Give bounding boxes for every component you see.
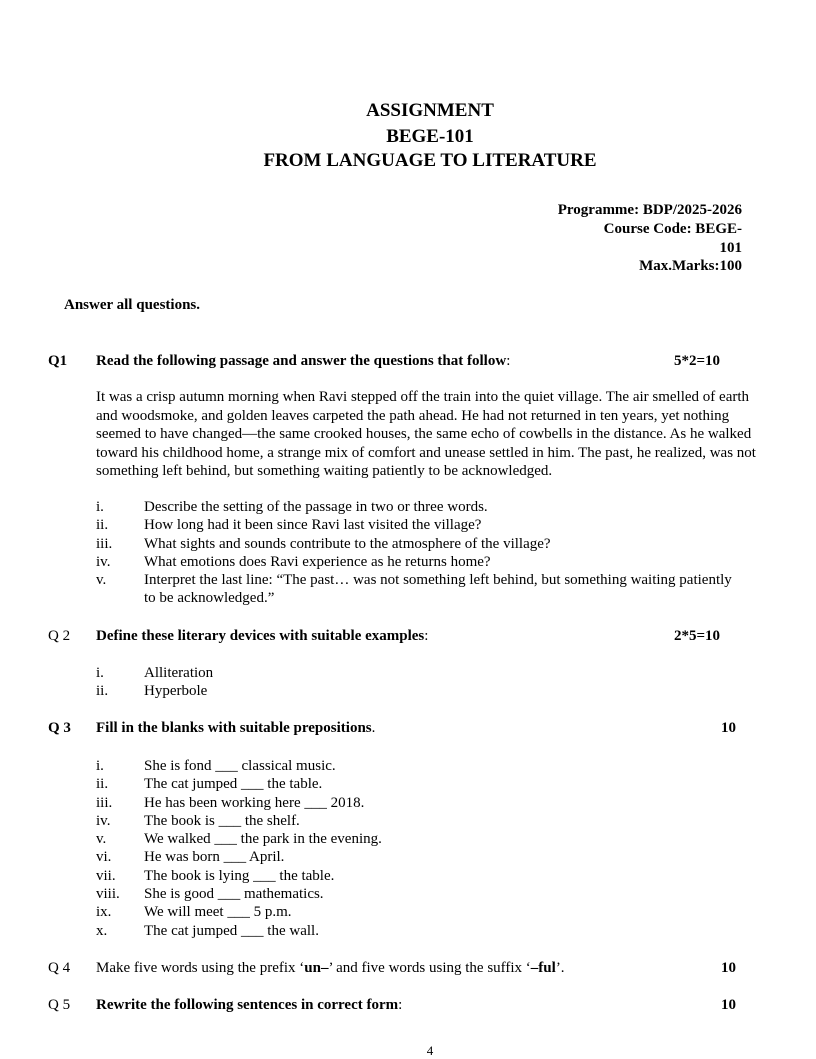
list-item-text: Hyperbole bbox=[144, 683, 208, 700]
q4-prefix: un– bbox=[304, 960, 329, 976]
course-code-line: Course Code: BEGE- bbox=[603, 221, 742, 237]
q3-number: Q 3 bbox=[48, 720, 71, 736]
q4-marks: 10 bbox=[721, 960, 736, 976]
course-code-title: BEGE-101 bbox=[386, 126, 474, 147]
list-item-number: ii. bbox=[96, 517, 109, 534]
q4-text-part: ’ and five words using the suffix ‘ bbox=[328, 960, 531, 976]
q1-number: Q1 bbox=[48, 353, 68, 369]
list-item-number: iv. bbox=[96, 812, 111, 829]
list-item-text: The book is ___ the shelf. bbox=[144, 812, 300, 829]
list-item bbox=[96, 794, 736, 812]
list-item-number: x. bbox=[96, 922, 108, 939]
q4-suffix: –ful bbox=[530, 960, 556, 976]
q2-prompt-text: Define these literary devices with suitable examples bbox=[96, 628, 425, 644]
list-item bbox=[96, 885, 736, 903]
q1-prompt-text: Read the following passage and answer the questions that follow bbox=[96, 353, 507, 369]
list-item-text: Describe the setting of the passage in two or three words. bbox=[144, 499, 488, 515]
list-item bbox=[96, 922, 736, 940]
list-item bbox=[96, 757, 736, 775]
programme-line: Programme: BDP/2025-2026 bbox=[557, 202, 742, 218]
list-item-number: viii. bbox=[96, 886, 120, 903]
list-item-number: vi. bbox=[96, 849, 112, 866]
list-item-number: ii. bbox=[96, 683, 109, 700]
list-item-text: Alliteration bbox=[144, 665, 214, 681]
list-item-text: The cat jumped ___ the wall. bbox=[144, 922, 319, 939]
q4-prompt bbox=[96, 960, 565, 977]
list-item-text: We walked ___ the park in the evening. bbox=[144, 831, 382, 848]
q2-number: Q 2 bbox=[48, 628, 71, 644]
q2-prompt bbox=[96, 628, 428, 645]
list-item bbox=[96, 682, 736, 700]
q2-subquestions bbox=[96, 664, 736, 701]
list-item-text: He was born ___ April. bbox=[144, 849, 285, 866]
q3-prompt-suffix: . bbox=[371, 720, 376, 736]
max-marks-line: Max.Marks:100 bbox=[639, 258, 742, 274]
list-item-number: i. bbox=[96, 499, 104, 515]
q1-passage: It was a crisp autumn morning when Ravi stepped off the train into the quiet village. The air smelled of earth and woodsmoke, and golden leaves carpeted the path ahead. He had not returned in ten years, yet nothing seemed to have changed—the same crooked houses, the same echo of cowbells in the distance. As he walked toward his childhood home, a strange mix of comfort and unease settled in him. The past, he realized, was not something left behind, but something waiting patiently to be acknowledged. bbox=[96, 389, 756, 479]
q1-prompt bbox=[96, 353, 510, 370]
list-item bbox=[96, 830, 736, 848]
q2-marks: 2*5=10 bbox=[674, 628, 721, 644]
q1-subquestions bbox=[96, 498, 736, 608]
list-item-text: She is good ___ mathematics. bbox=[144, 886, 324, 903]
list-item-text: Interpret the last line: “The past… was not something left behind, but something waiting patiently to be acknowledged.” bbox=[144, 572, 732, 607]
q3-prompt bbox=[96, 720, 375, 737]
q3-marks: 10 bbox=[721, 720, 736, 736]
list-item-number: ix. bbox=[96, 904, 112, 921]
q4-number: Q 4 bbox=[48, 960, 71, 976]
list-item bbox=[96, 867, 736, 885]
list-item-number: i. bbox=[96, 665, 104, 681]
q2-prompt-suffix: : bbox=[424, 628, 429, 644]
list-item bbox=[96, 535, 736, 553]
q4-text-part: Make five words using the prefix ‘ bbox=[96, 960, 305, 976]
page-number: 4 bbox=[426, 1043, 434, 1058]
q4-text-part: ’. bbox=[555, 960, 565, 976]
list-item-text: He has been working here ___ 2018. bbox=[144, 794, 365, 811]
q1-prompt-suffix: : bbox=[506, 353, 511, 369]
list-item-number: v. bbox=[96, 572, 107, 589]
list-item bbox=[96, 516, 736, 534]
list-item-number: iii. bbox=[96, 794, 113, 811]
list-item-text: We will meet ___ 5 p.m. bbox=[144, 904, 292, 921]
list-item-text: The book is lying ___ the table. bbox=[144, 867, 335, 884]
q5-prompt-suffix: : bbox=[398, 997, 403, 1013]
list-item bbox=[96, 498, 736, 516]
list-item-number: ii. bbox=[96, 776, 109, 793]
list-item bbox=[96, 571, 736, 608]
assignment-title: ASSIGNMENT bbox=[366, 100, 494, 121]
list-item-number: i. bbox=[96, 758, 104, 774]
list-item-number: iii. bbox=[96, 535, 113, 552]
list-item bbox=[96, 664, 736, 682]
q5-number: Q 5 bbox=[48, 997, 71, 1013]
list-item-number: iv. bbox=[96, 553, 111, 570]
q3-subquestions bbox=[96, 757, 736, 940]
list-item bbox=[96, 848, 736, 866]
q5-marks: 10 bbox=[721, 997, 736, 1013]
list-item-text: The cat jumped ___ the table. bbox=[144, 776, 323, 793]
course-code-line-cont: 101 bbox=[719, 240, 742, 256]
list-item bbox=[96, 903, 736, 921]
list-item-text: How long had it been since Ravi last visited the village? bbox=[144, 517, 482, 534]
list-item-text: What sights and sounds contribute to the atmosphere of the village? bbox=[144, 535, 551, 552]
instruction: Answer all questions. bbox=[64, 297, 200, 313]
list-item bbox=[96, 553, 736, 571]
q1-marks: 5*2=10 bbox=[674, 353, 721, 369]
list-item-text: What emotions does Ravi experience as he returns home? bbox=[144, 553, 491, 570]
list-item-number: vii. bbox=[96, 867, 116, 884]
list-item bbox=[96, 775, 736, 793]
course-name-title: FROM LANGUAGE TO LITERATURE bbox=[263, 150, 597, 171]
q5-prompt bbox=[96, 997, 402, 1014]
list-item-text: She is fond ___ classical music. bbox=[144, 758, 336, 774]
list-item bbox=[96, 812, 736, 830]
q3-prompt-text: Fill in the blanks with suitable prepositions bbox=[96, 720, 372, 736]
list-item-number: v. bbox=[96, 831, 107, 848]
q5-prompt-text: Rewrite the following sentences in correct form bbox=[96, 997, 399, 1013]
